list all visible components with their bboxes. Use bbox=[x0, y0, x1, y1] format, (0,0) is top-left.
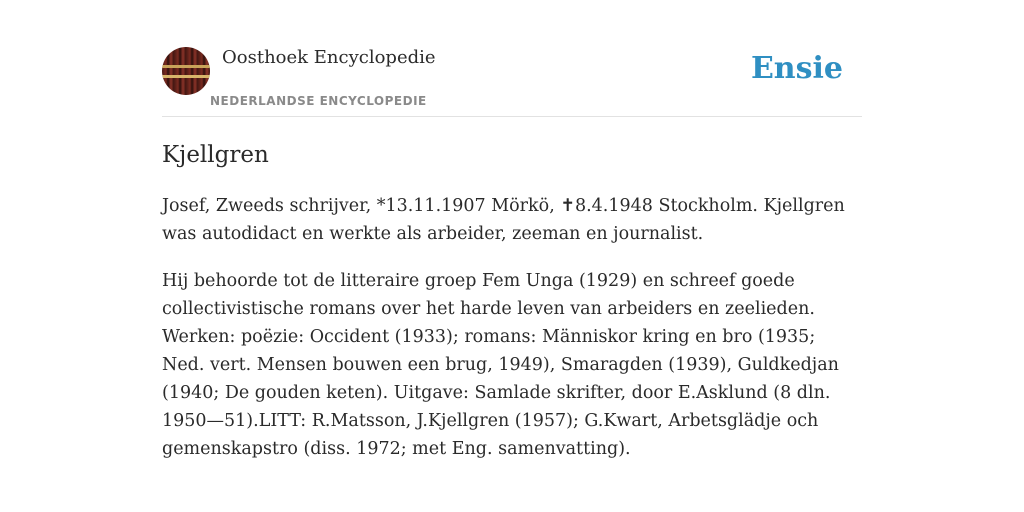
ensie-logo[interactable]: Ensie bbox=[750, 51, 843, 86]
article-card bbox=[162, 0, 862, 512]
site-subtitle: NEDERLANDSE ENCYCLOPEDIE bbox=[210, 94, 427, 108]
encyclopedia-books-avatar[interactable] bbox=[162, 47, 210, 95]
article-paragraph-2: Hij behoorde tot de litteraire groep Fem Unga (1929) en schreef goede collectivistische romans over het harde leven van arbeiders en zeelieden. Werken: poëzie: Occident (1933); romans: Människor kring en bro (1935; Ned. vert. Mensen bouwen een brug, 1949), Smaragden (1939), Guldkedjan (1940; De gouden keten). Uitgave: Samlade skrifter, door E.Asklund (8 dln. 1950—51).LITT: R.Matsson, J.Kjellgren (1957); G.Kwart, Arbetsglädje och gemenskapstro (diss. 1972; met Eng. samenvatting). bbox=[162, 271, 839, 459]
site-name-link[interactable]: Oosthoek Encyclopedie bbox=[222, 47, 436, 68]
article-paragraph-1: Josef, Zweeds schrijver, *13.11.1907 Mörkö, ✝8.4.1948 Stockholm. Kjellgren was autodidact en werkte als arbeider, zeeman en journalist. bbox=[162, 196, 845, 244]
site-header bbox=[162, 0, 862, 117]
article-title: Kjellgren bbox=[162, 142, 269, 168]
